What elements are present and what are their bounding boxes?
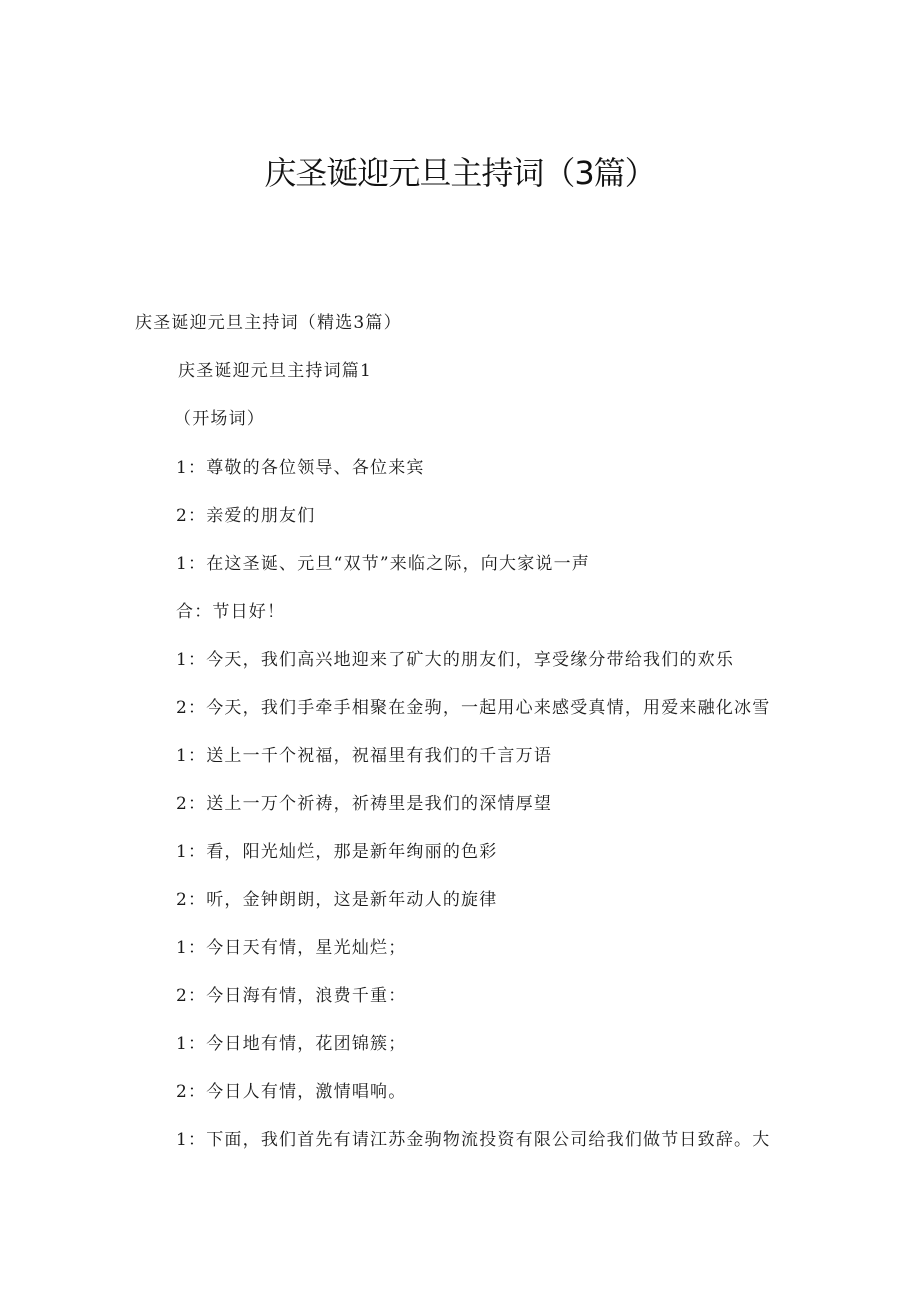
script-line: 2：今日人有情，激情唱响。 xyxy=(176,1082,407,1102)
script-line: 1：今天，我们高兴地迎来了矿大的朋友们，享受缘分带给我们的欢乐 xyxy=(176,650,735,670)
script-line: 1：下面，我们首先有请江苏金驹物流投资有限公司给我们做节日致辞。大 xyxy=(176,1130,771,1150)
script-line: 2：亲爱的朋友们 xyxy=(176,506,316,526)
document-subtitle: 庆圣诞迎元旦主持词（精选3篇） xyxy=(135,313,402,333)
script-line: 2：听，金钟朗朗，这是新年动人的旋律 xyxy=(176,890,498,910)
script-line: 1：今日天有情，星光灿烂； xyxy=(176,938,407,958)
script-line: 1：今日地有情，花团锦簇； xyxy=(176,1034,407,1054)
script-line: 2：送上一万个祈祷，祈祷里是我们的深情厚望 xyxy=(176,794,553,814)
script-line: 2：今日海有情，浪费千重： xyxy=(176,986,407,1006)
script-line: 1：在这圣诞、元旦“双节”来临之际，向大家说一声 xyxy=(176,554,590,574)
section-heading: 庆圣诞迎元旦主持词篇1 xyxy=(178,361,373,381)
opening-label: （开场词） xyxy=(174,409,265,429)
document-title: 庆圣诞迎元旦主持词（3篇） xyxy=(264,154,656,192)
script-line: 1：尊敬的各位领导、各位来宾 xyxy=(176,458,425,478)
script-line: 1：送上一千个祝福，祝福里有我们的千言万语 xyxy=(176,746,553,766)
script-line: 2：今天，我们手牵手相聚在金驹，一起用心来感受真情，用爱来融化冰雪 xyxy=(176,698,771,718)
script-line: 1：看，阳光灿烂，那是新年绚丽的色彩 xyxy=(176,842,498,862)
script-line: 合：节日好！ xyxy=(176,602,286,622)
